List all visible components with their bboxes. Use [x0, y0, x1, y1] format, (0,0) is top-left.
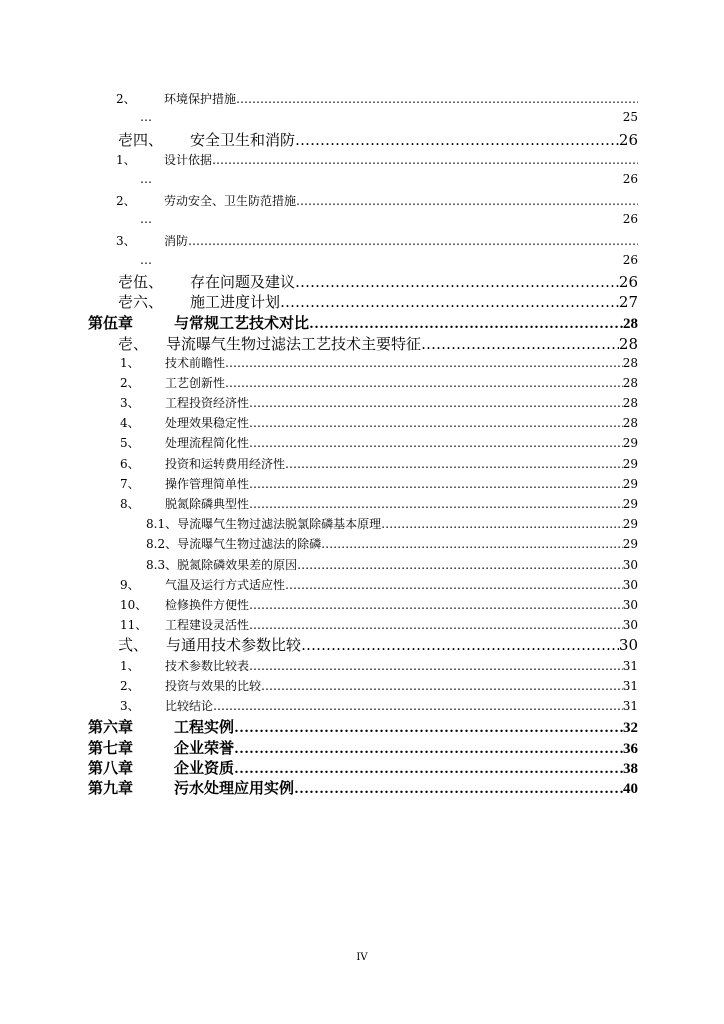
toc-entry-page: 29: [622, 517, 638, 531]
toc-entry-number: 壱六、: [118, 293, 164, 311]
toc-entry-page: 31: [622, 659, 638, 673]
toc-entry[interactable]: [120, 394, 638, 411]
toc-entry[interactable]: [120, 414, 638, 431]
toc-entry-continuation: [140, 212, 638, 226]
toc-entry-title: 脱氮除磷典型性: [165, 497, 250, 511]
toc-entry-title: 劳动安全、卫生防范措施: [164, 194, 297, 208]
toc-entry-page: 30: [618, 636, 638, 654]
toc-entry-title: 8.3、脱氮除磷效果差的原因: [146, 558, 298, 572]
toc-entry-title: 8.1、导流曝气生物过滤法脱氯除磷基本原理: [146, 517, 382, 531]
toc-leader: [297, 558, 623, 572]
toc-entry-continuation: [140, 110, 638, 124]
toc-chapter[interactable]: [88, 777, 638, 798]
toc-entry-number: 1、: [120, 356, 140, 370]
toc-entry-number: 弍、: [118, 636, 149, 654]
toc-entry[interactable]: [116, 151, 638, 168]
toc-entry-title: 施工进度计划: [190, 293, 281, 311]
toc-leader: [212, 153, 638, 167]
toc-entry[interactable]: [120, 495, 638, 512]
toc-leader: [234, 761, 623, 778]
toc-entry-page: 28: [623, 316, 638, 332]
toc-entry-number: 2、: [120, 376, 140, 390]
toc-leader: [294, 781, 623, 798]
toc-leader: [236, 92, 638, 106]
toc-entry[interactable]: [116, 192, 638, 209]
toc-entry-number: 第六章: [88, 720, 134, 736]
toc-entry-title: 投资和运转费用经济性: [165, 457, 286, 471]
toc-entry-number: 8、: [120, 497, 140, 511]
toc-entry-page: 31: [622, 699, 638, 713]
toc-entry-title: 比较结论: [165, 699, 214, 713]
toc-leader: [249, 416, 623, 430]
toc-leader: [188, 234, 638, 248]
toc-leader: [295, 131, 619, 149]
toc-entry-title: 工艺创新性: [165, 376, 226, 390]
toc-entry-page: 29: [622, 477, 638, 491]
toc-entry-number: 2、: [120, 679, 140, 693]
toc-entry-continuation: [140, 172, 638, 186]
toc-entry-title: 存在问题及建议: [190, 273, 296, 291]
toc-chapter[interactable]: [88, 716, 638, 737]
toc-chapter[interactable]: [88, 312, 638, 333]
toc-entry-number: 第伍章: [88, 316, 134, 332]
toc-entry-title: 投资与效果的比较: [165, 679, 262, 693]
toc-entry-number: 3、: [116, 234, 136, 248]
toc-entry-page: 30: [622, 578, 638, 592]
toc-entry[interactable]: [146, 515, 638, 532]
toc-entry-number: 3、: [120, 699, 140, 713]
toc-entry-title: 处理效果稳定性: [165, 416, 250, 430]
toc-entry-page: 30: [622, 558, 638, 572]
toc-entry-page: 26: [622, 172, 638, 186]
toc-entry-number: 11、: [120, 618, 148, 632]
toc-entry-title: 技术参数比较表: [165, 659, 250, 673]
toc-entry-title: 环境保护措施: [164, 92, 237, 106]
toc-entry-title: 气温及运行方式适应性: [165, 578, 286, 592]
toc-leader: [249, 396, 623, 410]
toc-wrap-ellipsis: …: [140, 212, 152, 226]
toc-entry-number: 6、: [120, 457, 140, 471]
toc-entry[interactable]: [116, 90, 638, 107]
toc-entry[interactable]: [146, 556, 638, 573]
toc-entry-number: 9、: [120, 578, 140, 592]
toc-chapter[interactable]: [88, 757, 638, 778]
toc-entry-page: 29: [622, 497, 638, 511]
toc-entry-title: 污水处理应用实例: [174, 781, 295, 797]
toc-leader: [249, 598, 623, 612]
toc-entry[interactable]: [120, 576, 638, 593]
toc-entry-page: 32: [623, 720, 638, 736]
toc-entry[interactable]: [120, 455, 638, 472]
toc-entry-page: 28: [622, 416, 638, 430]
toc-entry-title: 安全卫生和消防: [190, 131, 296, 149]
toc-entry-number: 第七章: [88, 741, 134, 757]
toc-entry-number: 第八章: [88, 761, 134, 777]
toc-leader: [301, 636, 619, 654]
toc-entry-title: 工程实例: [174, 720, 235, 736]
toc-entry-number: 10、: [120, 598, 148, 612]
toc-wrap-ellipsis: …: [140, 253, 152, 267]
toc-entry[interactable]: [118, 129, 638, 150]
toc-leader: [421, 335, 619, 353]
toc-entry-title: 与常规工艺技术对比: [174, 316, 310, 332]
toc-leader: [249, 659, 623, 673]
toc-leader: [249, 497, 623, 511]
page-number: IV: [356, 952, 368, 963]
toc-entry[interactable]: [120, 697, 638, 714]
toc-entry-page: 29: [622, 436, 638, 450]
toc-entry[interactable]: [116, 232, 638, 249]
toc-entry[interactable]: [118, 291, 638, 312]
toc-entry-number: 3、: [120, 396, 140, 410]
toc-entry-number: 5、: [120, 436, 140, 450]
toc-entry-number: 第九章: [88, 781, 134, 797]
toc-entry[interactable]: [146, 535, 638, 552]
toc-entry-title: 工程投资经济性: [165, 396, 250, 410]
toc-entry[interactable]: [118, 634, 638, 655]
toc-wrap-ellipsis: …: [140, 110, 152, 124]
toc-entry-title: 工程建设灵活性: [165, 618, 250, 632]
toc-entry-title: 检修换件方便性: [165, 598, 250, 612]
toc-entry-page: 26: [618, 273, 638, 291]
toc-chapter[interactable]: [88, 737, 638, 758]
toc-entry-number: 1、: [120, 659, 140, 673]
toc-entry-title: 操作管理简单性: [165, 477, 250, 491]
toc-entry[interactable]: [120, 596, 638, 613]
toc-entry-title: 企业资质: [174, 761, 235, 777]
toc-entry-number: 壱、: [118, 335, 149, 353]
toc-entry-title: 8.2、导流曝气生物过滤法的除磷: [146, 537, 322, 551]
toc-leader: [296, 194, 638, 208]
toc-entry-page: 28: [622, 356, 638, 370]
toc-entry[interactable]: [120, 354, 638, 371]
toc-entry-page: 30: [622, 618, 638, 632]
toc-entry-page: 26: [618, 131, 638, 149]
toc-entry-number: 1、: [116, 153, 136, 167]
toc-entry-page: 40: [623, 781, 638, 797]
toc-entry-number: 壱四、: [118, 131, 164, 149]
toc-entry-page: 29: [622, 457, 638, 471]
toc-entry-number: 2、: [116, 194, 136, 208]
toc-leader: [225, 356, 623, 370]
toc-entry-page: 30: [622, 598, 638, 612]
toc-leader: [321, 537, 623, 551]
toc-entry-number: 4、: [120, 416, 140, 430]
toc-leader: [261, 679, 623, 693]
toc-leader: [213, 699, 623, 713]
toc-entry-page: 29: [622, 537, 638, 551]
toc-entry[interactable]: [118, 271, 638, 292]
toc-entry-title: 技术前瞻性: [165, 356, 226, 370]
toc-entry-title: 设计依据: [164, 153, 213, 167]
toc-leader: [381, 517, 623, 531]
toc-entry[interactable]: [118, 333, 638, 354]
toc-entry-page: 26: [622, 253, 638, 267]
toc-entry-number: 壱伍、: [118, 273, 164, 291]
toc-entry[interactable]: [120, 677, 638, 694]
toc-leader: [285, 457, 623, 471]
toc-leader: [295, 273, 619, 291]
toc-entry-page: 31: [622, 679, 638, 693]
toc-entry-title: 消防: [164, 234, 189, 248]
toc-entry-title: 企业荣誉: [174, 741, 235, 757]
toc-entry-page: 26: [622, 212, 638, 226]
toc-entry-page: 28: [622, 376, 638, 390]
toc-leader: [234, 741, 623, 758]
toc-leader: [285, 578, 623, 592]
toc-entry-title: 处理流程简化性: [165, 436, 250, 450]
toc-leader: [309, 316, 623, 333]
toc-entry-page: 27: [618, 293, 638, 311]
toc-leader: [249, 618, 623, 632]
toc-entry[interactable]: [120, 657, 638, 674]
toc-leader: [280, 293, 619, 311]
toc-entry-page: 38: [623, 761, 638, 777]
toc-leader: [225, 376, 623, 390]
toc-entry-number: 2、: [116, 92, 136, 106]
toc-entry-number: 7、: [120, 477, 140, 491]
toc-entry-page: 25: [622, 110, 638, 124]
toc-leader: [234, 720, 623, 737]
toc-leader: [249, 436, 623, 450]
toc-leader: [249, 477, 623, 491]
toc-entry[interactable]: [120, 475, 638, 492]
toc-entry-title: 导流曝气生物过滤法工艺技术主要特征: [166, 335, 422, 353]
toc-entry-page: 28: [618, 335, 638, 353]
toc-entry-title: 与通用技术参数比较: [166, 636, 302, 654]
toc-entry-continuation: [140, 253, 638, 267]
toc-entry[interactable]: [120, 434, 638, 451]
toc-entry-page: 36: [623, 741, 638, 757]
toc-entry[interactable]: [120, 374, 638, 391]
toc-entry[interactable]: [120, 616, 638, 633]
toc-entry-page: 28: [622, 396, 638, 410]
toc-wrap-ellipsis: …: [140, 172, 152, 186]
